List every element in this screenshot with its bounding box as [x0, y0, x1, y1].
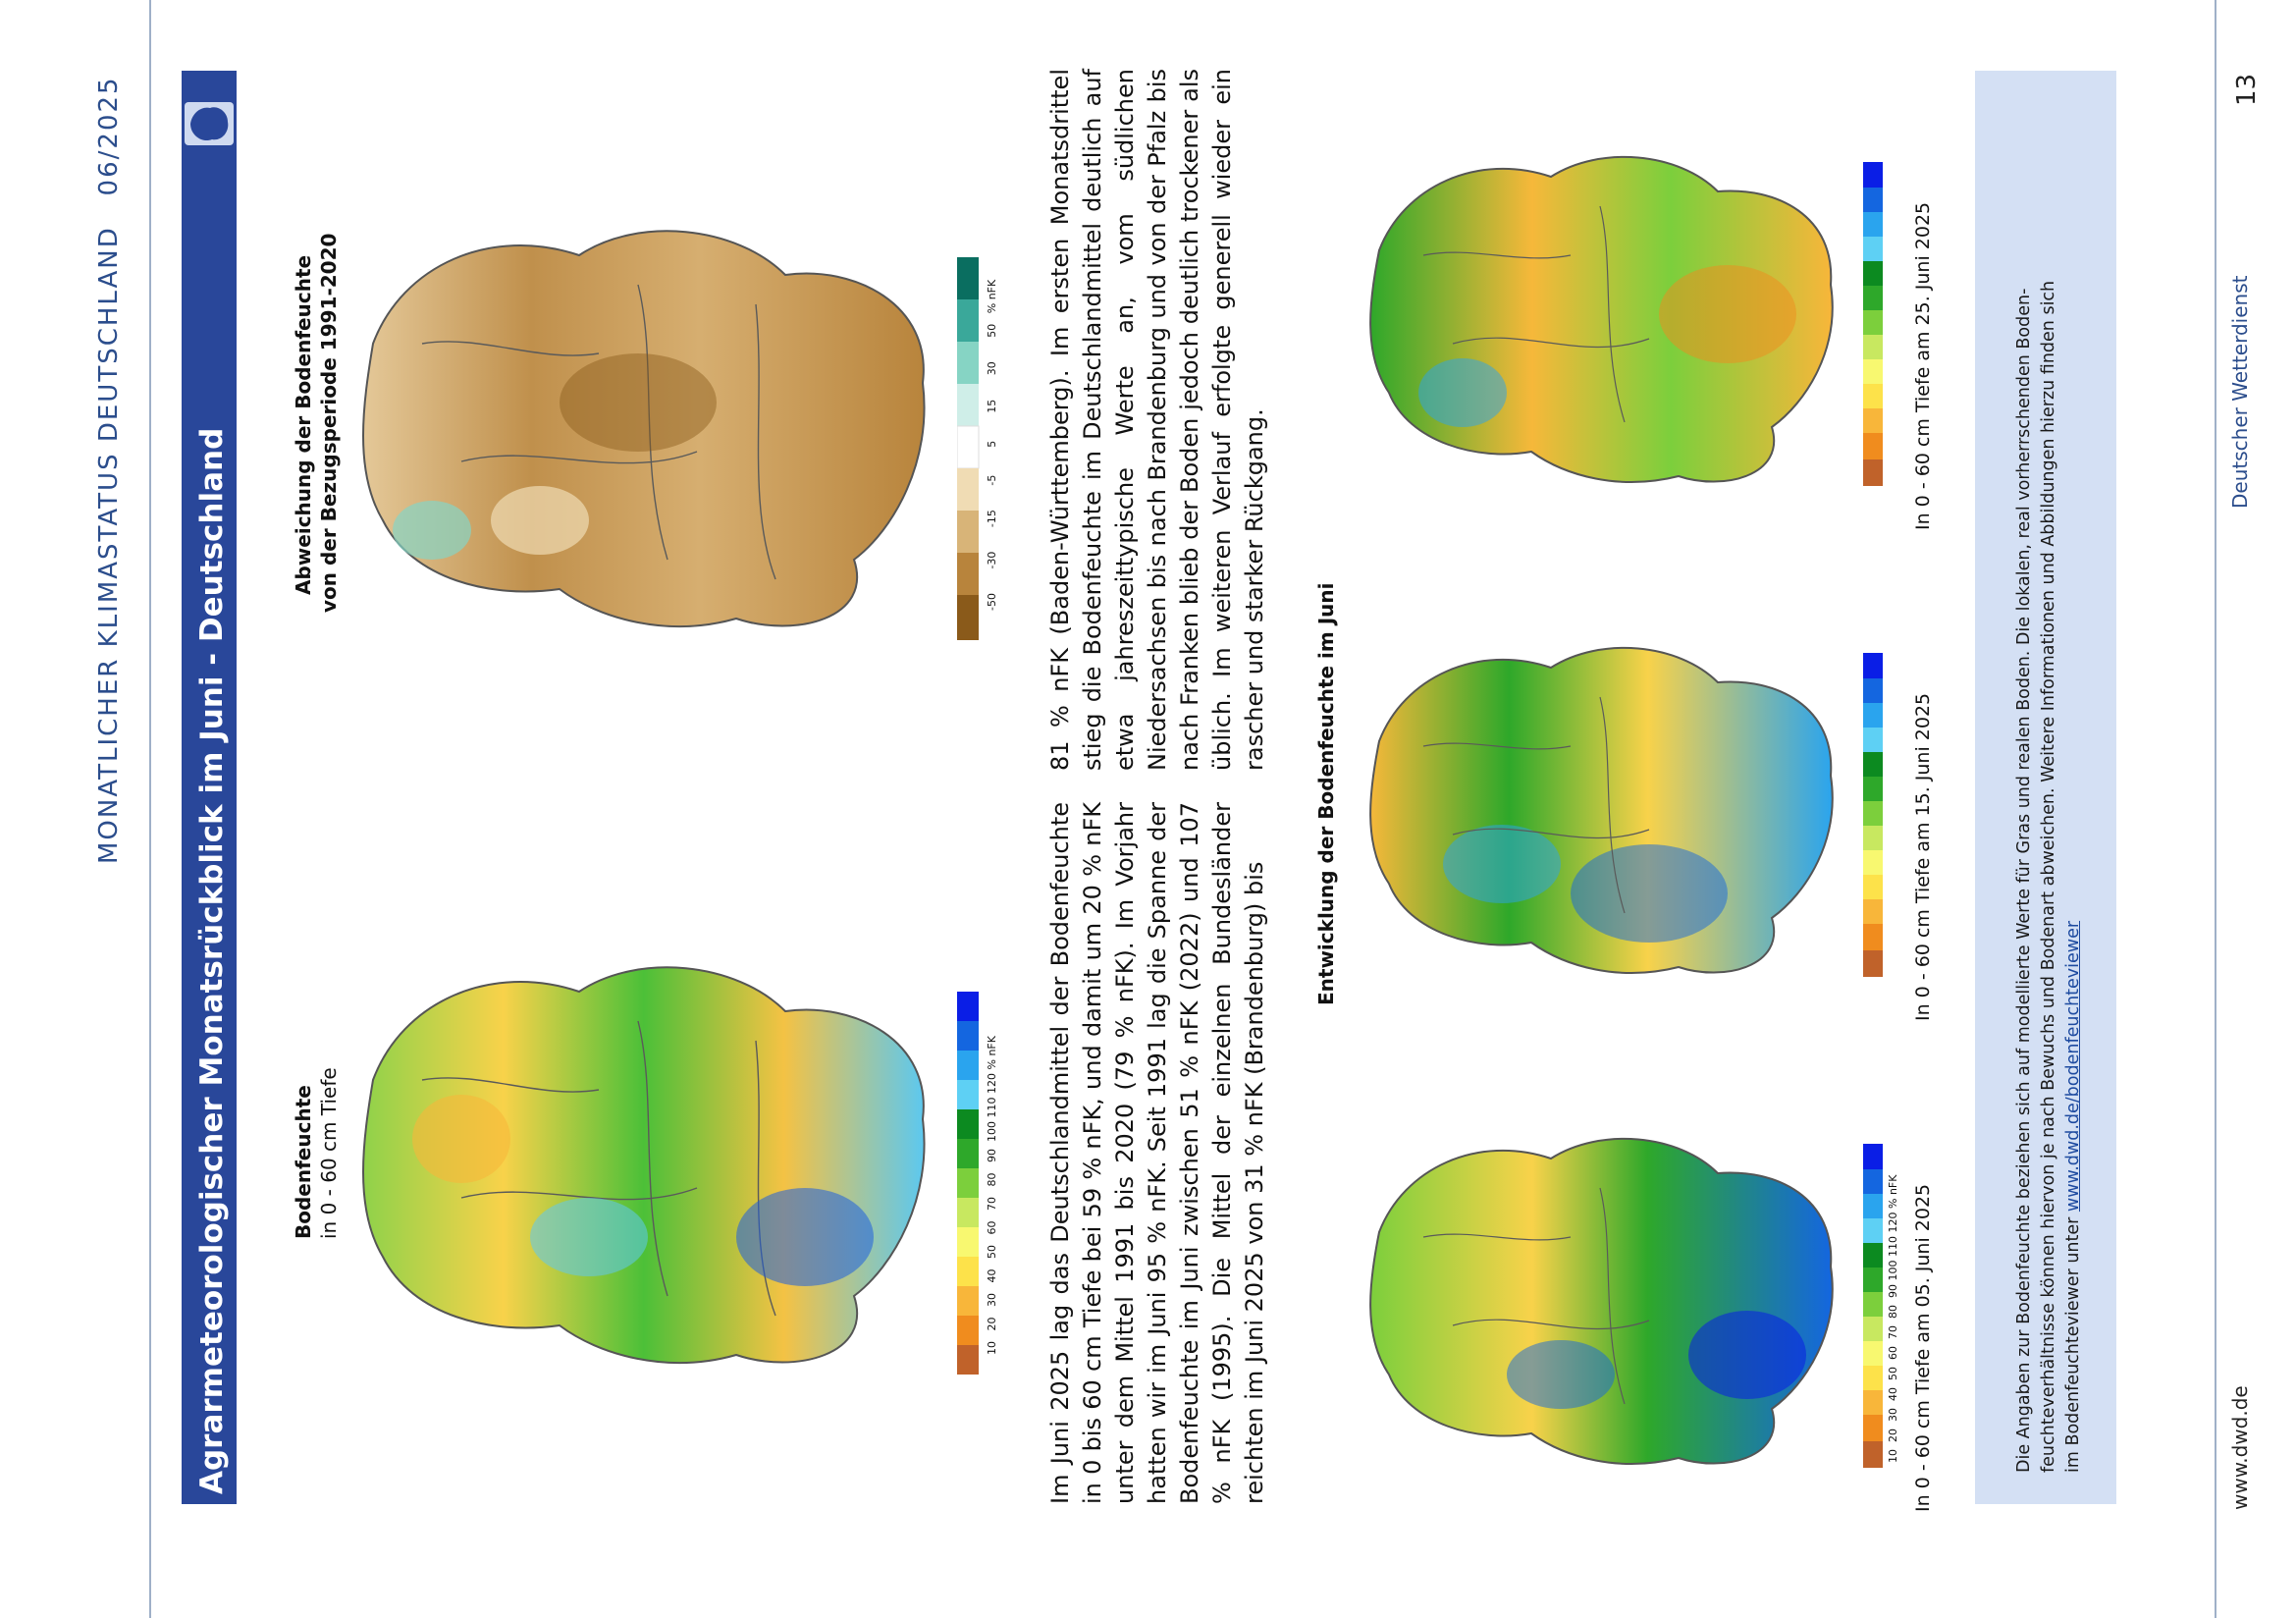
page-title: Agrarmeteorologischer Monatsrückblick im Juni - Deutschland [194, 427, 230, 1494]
legend-tick: 60 [986, 1220, 998, 1235]
development-map-25-june [1355, 137, 1845, 491]
legend-tick: 30 [986, 361, 998, 376]
note-line-2: feuchteverhältnisse können hiervon je nach Bewuchs und Bodenart abweichen. Weitere Informationen und Abbildungen hierzu finden sich [2039, 280, 2058, 1473]
issue-date: 06/2025 [94, 76, 124, 196]
development-caption-2: In 0 - 60 cm Tiefe am 15. Juni 2025 [1912, 692, 1934, 1021]
soil-moisture-map-title [291, 1085, 316, 1239]
running-header [94, 76, 124, 864]
legend-tick: 100 [1887, 1260, 1899, 1281]
note-line-3-prefix: im Bodenfeuchteviewer unter [2063, 1212, 2083, 1473]
legend-tick: 50 [986, 1245, 998, 1259]
bodenfeuchteviewer-link[interactable]: www.dwd.de/bodenfeuchteviewer [2063, 920, 2083, 1213]
development-legend-2 [1863, 653, 1887, 977]
dwd-map-logo-icon [185, 102, 234, 145]
page-number: 13 [2232, 73, 2262, 106]
deviation-title-line1: Abweichung der Bodenfeuchte [292, 254, 315, 595]
right-margin-line [2215, 0, 2216, 1618]
legend-tick: 60 [1887, 1346, 1899, 1360]
development-map-05-june [1355, 1119, 1845, 1473]
legend-tick: 20 [986, 1317, 998, 1331]
legend-tick: 40 [1887, 1387, 1899, 1401]
info-note-text [2012, 281, 2086, 1473]
legend-tick: 70 [1887, 1325, 1899, 1339]
legend-tick: 120 [1887, 1212, 1899, 1233]
development-caption-3: In 0 - 60 cm Tiefe am 25. Juni 2025 [1912, 201, 1934, 530]
soil-moisture-map-subtitle: in 0 - 60 cm Tiefe [317, 1067, 341, 1239]
legend-tick: 110 [986, 1097, 998, 1118]
legend-tick: 100 [986, 1121, 998, 1142]
legend-unit: % nFK [986, 1036, 998, 1070]
development-legend-ticks-1 [1887, 1175, 1899, 1463]
deviation-map [344, 206, 942, 638]
legend-tick: 120 [986, 1073, 998, 1094]
soil-moisture-legend-ticks [986, 1036, 998, 1355]
deviation-title-line2: von der Bezugsperiode 1991-2020 [317, 233, 341, 613]
legend-tick: 30 [1887, 1408, 1899, 1422]
footer-website[interactable]: www.dwd.de [2228, 1385, 2252, 1510]
soil-moisture-map [344, 943, 942, 1375]
body-text-column-2: 81 % nFK (Baden-Württemberg). Im ersten Monatsdrittel stieg die Bodenfeuchte im Deutschlandmittel deutlich auf etwa jahreszeittypische Werte an, vom südlichen Niedersachsen bis nach Brandenburg und von der Pfalz bis nach Franken blieb der Boden jedoch deutlich trockener als üblich. Im weiteren Verlauf erfolgte generell wieder ein rascher und starker Rückgang. [1046, 69, 1268, 771]
legend-tick: 20 [1887, 1429, 1899, 1442]
legend-tick: 80 [1887, 1305, 1899, 1319]
note-line-1: Die Angaben zur Bodenfeuchte beziehen sich auf modellierte Werte für Gras und realen Boden. Die lokalen, real vorherrschenden Boden- [2014, 288, 2034, 1473]
deviation-map-title [291, 255, 316, 595]
legend-tick: 70 [986, 1197, 998, 1211]
publication-title: MONATLICHER KLIMASTATUS DEUTSCHLAND [94, 226, 124, 864]
legend-tick: -15 [986, 510, 998, 528]
legend-tick: -50 [986, 593, 998, 611]
legend-unit: % nFK [986, 279, 998, 314]
body-text-column-1: Im Juni 2025 lag das Deutschlandmittel der Bodenfeuchte in 0 bis 60 cm Tiefe bei 59 % nFK, und damit um 20 % nFK unter dem Mittel 1991 bis 2020 (79 % nFK). Im Vorjahr hatten wir im Juni 95 % nFK. Seit 1991 lag die Spanne der Bodenfeuchte im Juni zwischen 51 % nFK (2022) und 107 % nFK (1995). Die Mittel der einzelnen Bundesländer reichten im Juni 2025 von 31 % nFK (Brandenburg) bis [1046, 802, 1268, 1504]
development-title-text: Entwicklung der Bodenfeuchte im Juni [1314, 582, 1338, 1005]
legend-tick: 90 [986, 1149, 998, 1162]
development-caption-1: In 0 - 60 cm Tiefe am 05. Juni 2025 [1912, 1183, 1934, 1512]
legend-tick: 110 [1887, 1236, 1899, 1257]
legend-tick: 10 [1887, 1449, 1899, 1463]
development-legend-1 [1863, 1144, 1887, 1468]
legend-tick: 10 [986, 1341, 998, 1355]
left-margin-line [149, 0, 151, 1618]
deviation-map-title-2 [316, 234, 342, 613]
deviation-legend-ticks [986, 280, 998, 611]
note-line-3 [2061, 281, 2086, 1473]
footer-organization: Deutscher Wetterdienst [2228, 275, 2252, 509]
legend-tick: 80 [986, 1172, 998, 1187]
legend-tick: -5 [986, 474, 998, 486]
legend-tick: 40 [986, 1268, 998, 1283]
legend-tick: -30 [986, 551, 998, 569]
development-legend-3 [1863, 162, 1887, 486]
legend-tick: 50 [986, 323, 998, 338]
legend-tick: 30 [986, 1293, 998, 1307]
legend-tick: 90 [1887, 1284, 1899, 1298]
legend-unit: % nFK [1887, 1174, 1899, 1209]
development-map-15-june [1355, 628, 1845, 982]
legend-tick: 15 [986, 399, 998, 413]
legend-tick: 50 [1887, 1367, 1899, 1380]
legend-tick: 5 [986, 440, 998, 448]
development-title [1313, 583, 1339, 1006]
soil-moisture-title: Bodenfeuchte [292, 1085, 315, 1239]
